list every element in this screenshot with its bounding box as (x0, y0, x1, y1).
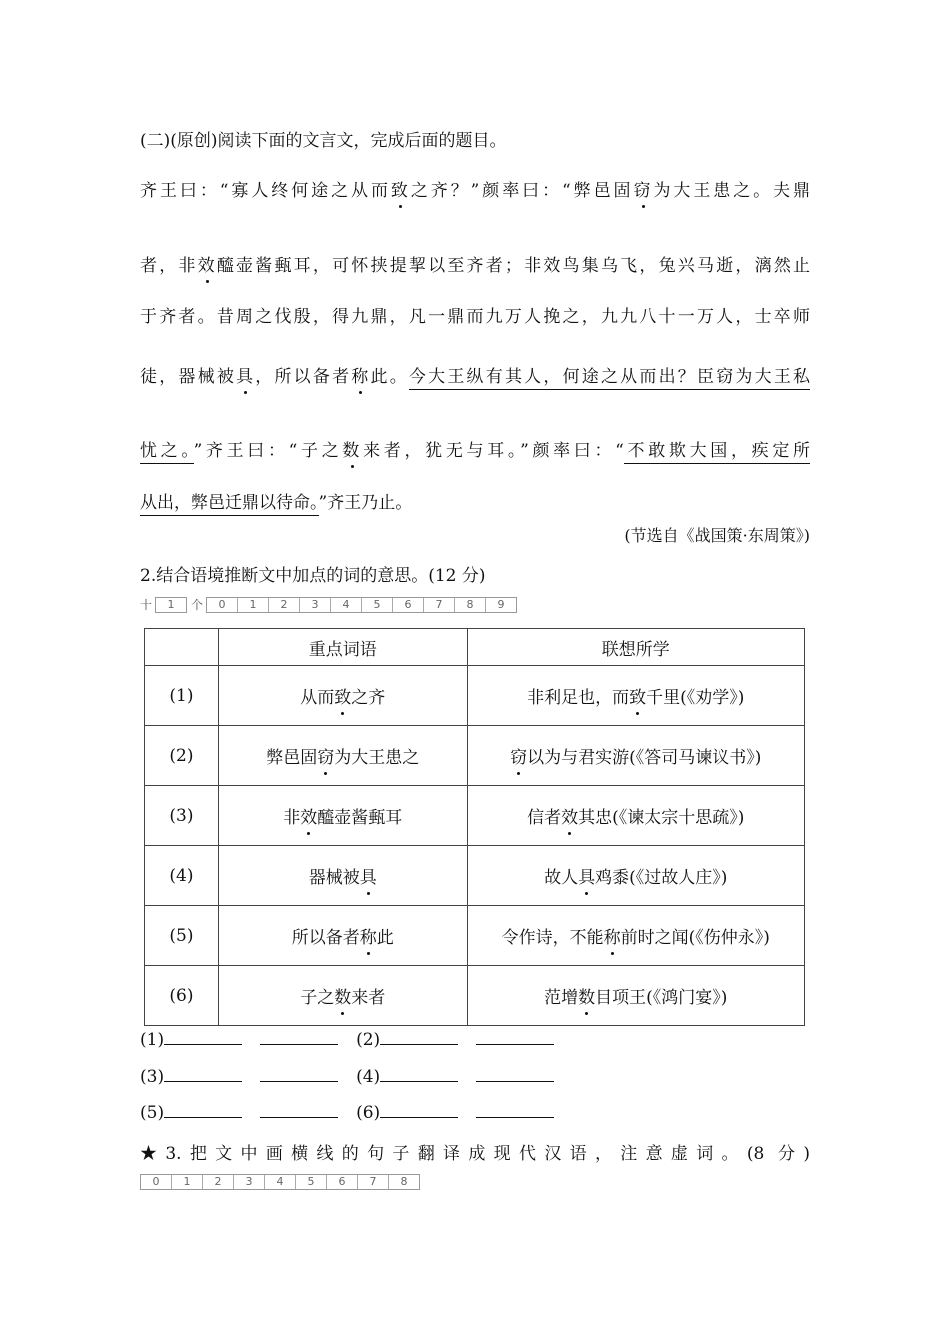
related-cell (467, 846, 805, 906)
cell-text: 以为与君实游(《答司马谏议书》) (527, 748, 762, 768)
passage-line-6 (140, 488, 810, 513)
question-2-title: 2.结合语境推断文中加点的词的意思。(12 分) (140, 566, 486, 586)
cell-text: 之齐 (351, 688, 386, 708)
vocab-table (144, 628, 805, 1026)
passage-line-1 (140, 176, 810, 201)
underlined-sentence: 忧之。 (140, 441, 194, 464)
ones-cells (206, 597, 517, 613)
passage-text: ”齐王曰：“子之 (193, 441, 343, 461)
score-box-q2 (140, 596, 517, 613)
cell-text: 子之 (300, 988, 335, 1008)
passage-text: 之齐？”颜率曰：“弊邑固 (410, 181, 634, 201)
row-number: (4) (145, 846, 219, 906)
tens-label: 十 (140, 598, 153, 612)
score-cell[interactable]: 1 (172, 1175, 203, 1189)
score-cell[interactable]: 0 (141, 1175, 172, 1189)
answer-blank[interactable] (164, 1067, 242, 1082)
tens-cells (155, 597, 187, 613)
cell-text: 弊邑固 (266, 748, 318, 768)
dotted-word: 效 (197, 256, 217, 276)
answer-row-3 (140, 1103, 554, 1123)
score-cell[interactable]: 8 (400, 1175, 408, 1188)
header-key-words: 重点词语 (218, 629, 467, 666)
score-cell[interactable]: 7 (424, 598, 455, 612)
cell-text: 为大王患之 (334, 748, 420, 768)
cell-text: 鸡黍(《过故人庄》) (595, 868, 728, 888)
table-row (145, 786, 805, 846)
answer-blank[interactable] (164, 1103, 242, 1118)
cell-text: 醯壶酱甀耳 (317, 808, 403, 828)
score-cell[interactable]: 7 (358, 1175, 389, 1189)
score-cell[interactable]: 5 (296, 1175, 327, 1189)
passage-line-2 (140, 251, 810, 276)
score-cell[interactable]: 1 (238, 598, 269, 612)
answer-blank[interactable] (380, 1030, 458, 1045)
key-word-cell (218, 666, 467, 726)
passage-text: ”齐王乃止。 (318, 493, 413, 513)
answer-blank[interactable] (260, 1067, 338, 1082)
dotted-word: 效 (300, 808, 318, 828)
score-cell[interactable]: 4 (331, 598, 362, 612)
dotted-word: 窃 (510, 748, 528, 768)
cell-text: 器械被 (308, 868, 360, 888)
cell-text: 令作诗，不能 (501, 928, 604, 948)
passage-line-4 (140, 362, 810, 387)
answer-label: (4) (356, 1067, 381, 1087)
score-box-q3 (140, 1174, 420, 1190)
passage-text: 来者，犹无与耳。”颜率曰：“ (363, 441, 624, 461)
table-row (145, 906, 805, 966)
dotted-word: 称 (603, 928, 621, 948)
dotted-word: 称 (359, 928, 377, 948)
row-number: (6) (145, 966, 219, 1026)
dotted-word: 称 (351, 367, 371, 387)
dotted-word: 具 (359, 868, 377, 888)
dotted-word: 数 (578, 988, 596, 1008)
cell-text: 从而 (300, 688, 335, 708)
dotted-word: 窃 (633, 181, 654, 201)
passage-text: 为大王患之。夫鼎 (653, 181, 811, 201)
cell-text: 故人 (544, 868, 579, 888)
score-cell[interactable]: 3 (300, 598, 331, 612)
score-cell[interactable]: 5 (362, 598, 393, 612)
cell-text: 目项王(《鸿门宴》) (595, 988, 728, 1008)
related-cell (467, 726, 805, 786)
table-header-row (145, 629, 805, 666)
dotted-word: 具 (236, 367, 256, 387)
passage-line-3: 于齐者。昔周之伐殷，得九鼎，凡一鼎而九万人挽之，九九八十一万人，士卒师 (140, 307, 810, 327)
dotted-word: 数 (334, 988, 352, 1008)
underlined-sentence: 不敢欺大国，疾定所 (624, 441, 810, 464)
answer-blank[interactable] (260, 1030, 338, 1045)
dotted-word: 致 (334, 688, 352, 708)
table-row (145, 666, 805, 726)
header-related: 联想所学 (467, 629, 805, 666)
score-cell[interactable]: 6 (393, 598, 424, 612)
passage-text: ，所以备者 (255, 367, 352, 387)
table-row (145, 726, 805, 786)
cell-text: 范增 (544, 988, 579, 1008)
answer-blank[interactable] (476, 1030, 554, 1045)
cell-text: 其忠(《谏太宗十思疏》) (578, 808, 745, 828)
underlined-sentence: 今大王纵有其人，何途之从而出？臣窃为大王私 (409, 367, 810, 390)
row-number: (1) (145, 666, 219, 726)
passage-line-5 (140, 436, 810, 461)
cell-text: 千里(《劝学》) (646, 688, 745, 708)
score-cell[interactable]: 6 (327, 1175, 358, 1189)
passage-text: 醯壶酱甀耳，可怀挟提挈以至齐者；非效鸟集乌飞，兔兴马逝，漓然止 (216, 256, 811, 276)
answer-label: (6) (356, 1103, 381, 1123)
q3-score-cells (140, 1174, 420, 1190)
row-number: (3) (145, 786, 219, 846)
score-cell[interactable]: 4 (265, 1175, 296, 1189)
answer-label: (1) (140, 1030, 165, 1050)
answer-row-1 (140, 1030, 554, 1050)
score-cell[interactable]: 1 (167, 597, 175, 611)
question-3-title: ★3.把文中画横线的句子翻译成现代汉语，注意虚词。(8 分) (140, 1144, 810, 1164)
row-number: (2) (145, 726, 219, 786)
dotted-word: 窃 (317, 748, 335, 768)
cell-text: 非 (283, 808, 301, 828)
cell-text: 此 (376, 928, 394, 948)
dotted-word: 数 (342, 441, 364, 461)
cell-text: 信者 (527, 808, 562, 828)
answer-blank[interactable] (260, 1103, 338, 1118)
dotted-word: 致 (629, 688, 647, 708)
related-cell (467, 966, 805, 1026)
score-cell[interactable]: 3 (234, 1175, 265, 1189)
row-number: (5) (145, 906, 219, 966)
key-word-cell (218, 846, 467, 906)
key-word-cell (218, 726, 467, 786)
answer-label: (5) (140, 1103, 165, 1123)
underlined-sentence: 从出，弊邑迁鼎以待命。 (140, 493, 319, 516)
passage-text: 此。 (370, 367, 409, 387)
dotted-word: 致 (390, 181, 411, 201)
dotted-word: 具 (578, 868, 596, 888)
passage-text: 者，非 (140, 256, 198, 276)
key-word-cell (218, 906, 467, 966)
cell-text: 来者 (351, 988, 386, 1008)
section-heading: (二)(原创)阅读下面的文言文，完成后面的题目。 (140, 131, 507, 151)
answer-blank[interactable] (164, 1030, 242, 1045)
related-cell (467, 666, 805, 726)
cell-text: 所以备者 (291, 928, 360, 948)
passage-text: 齐王曰：“寡人终何途之从而 (140, 181, 391, 201)
dotted-word: 效 (561, 808, 579, 828)
answer-label: (2) (356, 1030, 381, 1050)
score-cell[interactable]: 2 (203, 1175, 234, 1189)
score-cell[interactable]: 8 (455, 598, 486, 612)
key-word-cell (218, 966, 467, 1026)
answer-blank[interactable] (476, 1067, 554, 1082)
table-row (145, 846, 805, 906)
answer-row-2 (140, 1067, 554, 1087)
score-cell[interactable]: 9 (497, 597, 505, 611)
related-cell (467, 906, 805, 966)
answer-blank[interactable] (476, 1103, 554, 1118)
cell-text: 非利足也，而 (527, 688, 630, 708)
source-citation: (节选自《战国策·东周策》) (624, 526, 810, 545)
key-word-cell (218, 786, 467, 846)
related-cell (467, 786, 805, 846)
cell-text: 前时之闻(《伤仲永》) (620, 928, 770, 948)
table-row (145, 966, 805, 1026)
ones-label: 个 (191, 598, 204, 612)
passage-text: 徒，器械被 (140, 367, 237, 387)
answer-blank[interactable] (380, 1067, 458, 1082)
score-cell[interactable]: 2 (269, 598, 300, 612)
answer-label: (3) (140, 1067, 165, 1087)
header-empty (145, 629, 219, 666)
score-cell[interactable]: 0 (207, 598, 238, 612)
answer-blank[interactable] (380, 1103, 458, 1118)
